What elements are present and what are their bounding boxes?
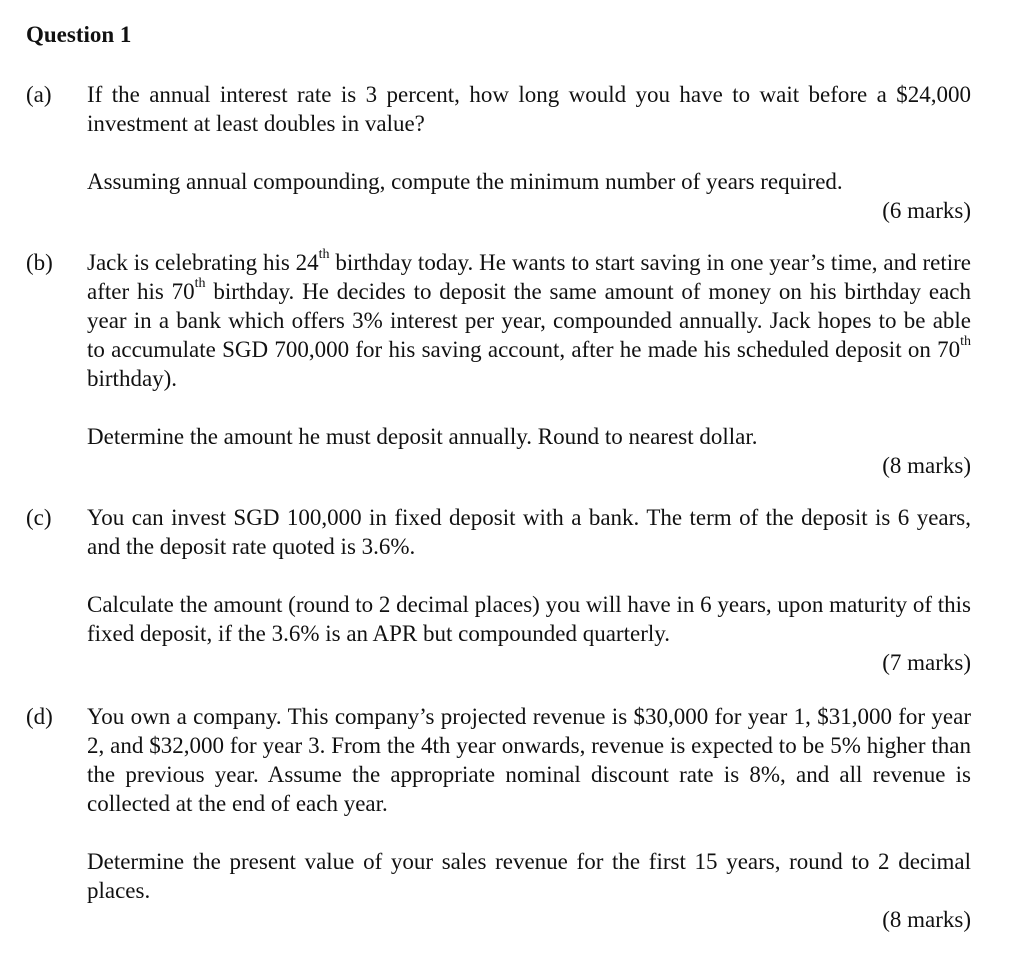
part-label: (a) [26,82,52,107]
part-prompt: You can invest SGD 100,000 in fixed deposit with a bank. The term of the deposit is 6 years, and the deposit rate quoted is 3.6%. [87,505,971,559]
part-body [87,503,971,677]
prompt-text: Jack is celebrating his 24 [87,250,319,275]
part-body [87,80,971,225]
part-body [87,248,971,480]
ordinal-suffix: th [960,334,971,350]
marks-label: (8 marks) [882,907,971,932]
marks-label: (6 marks) [882,198,971,223]
ordinal-suffix: th [194,276,206,292]
part-instruction: Assuming annual compounding, compute the minimum number of years required. [87,169,843,194]
part-body [87,702,971,934]
part-prompt: You own a company. This company’s projected revenue is $30,000 for year 1, $31,000 for year 2, and $32,000 for year 3. From the 4th year onwards, revenue is expected to be 5% higher than the previous year. Assume the appropriate nominal discount rate is 8%, and all revenue is collected at the end of each year. [87,704,971,816]
part-prompt: If the annual interest rate is 3 percent, how long would you have to wait before a $24,000 investment at least doubles in value? [87,82,971,136]
ordinal-suffix: th [318,247,330,263]
marks-label: (8 marks) [882,453,971,478]
marks-label: (7 marks) [882,650,971,675]
part-instruction: Calculate the amount (round to 2 decimal places) you will have in 6 years, upon maturity of this fixed deposit, if the 3.6% is an APR but compounded quarterly. [87,592,971,646]
part-prompt [87,248,971,393]
part-instruction: Determine the amount he must deposit annually. Round to nearest dollar. [87,424,758,449]
part-instruction: Determine the present value of your sales revenue for the first 15 years, round to 2 decimal places. [87,849,971,903]
part-label: (b) [26,250,53,275]
prompt-text: birthday today. He wants to start saving in one year’s time, and retire after his 70 [87,250,971,304]
part-label: (d) [26,704,53,729]
prompt-text: birthday. He decides to deposit the same amount of money on his birthday each year in a bank which offers 3% interest per year, compounded annually. Jack hopes to be able to accumulate SGD 700,000 for his saving account, after he made his scheduled deposit on 70 [87,279,971,362]
part-label: (c) [26,505,52,530]
question-title: Question 1 [26,22,132,47]
prompt-text: birthday). [87,366,178,391]
